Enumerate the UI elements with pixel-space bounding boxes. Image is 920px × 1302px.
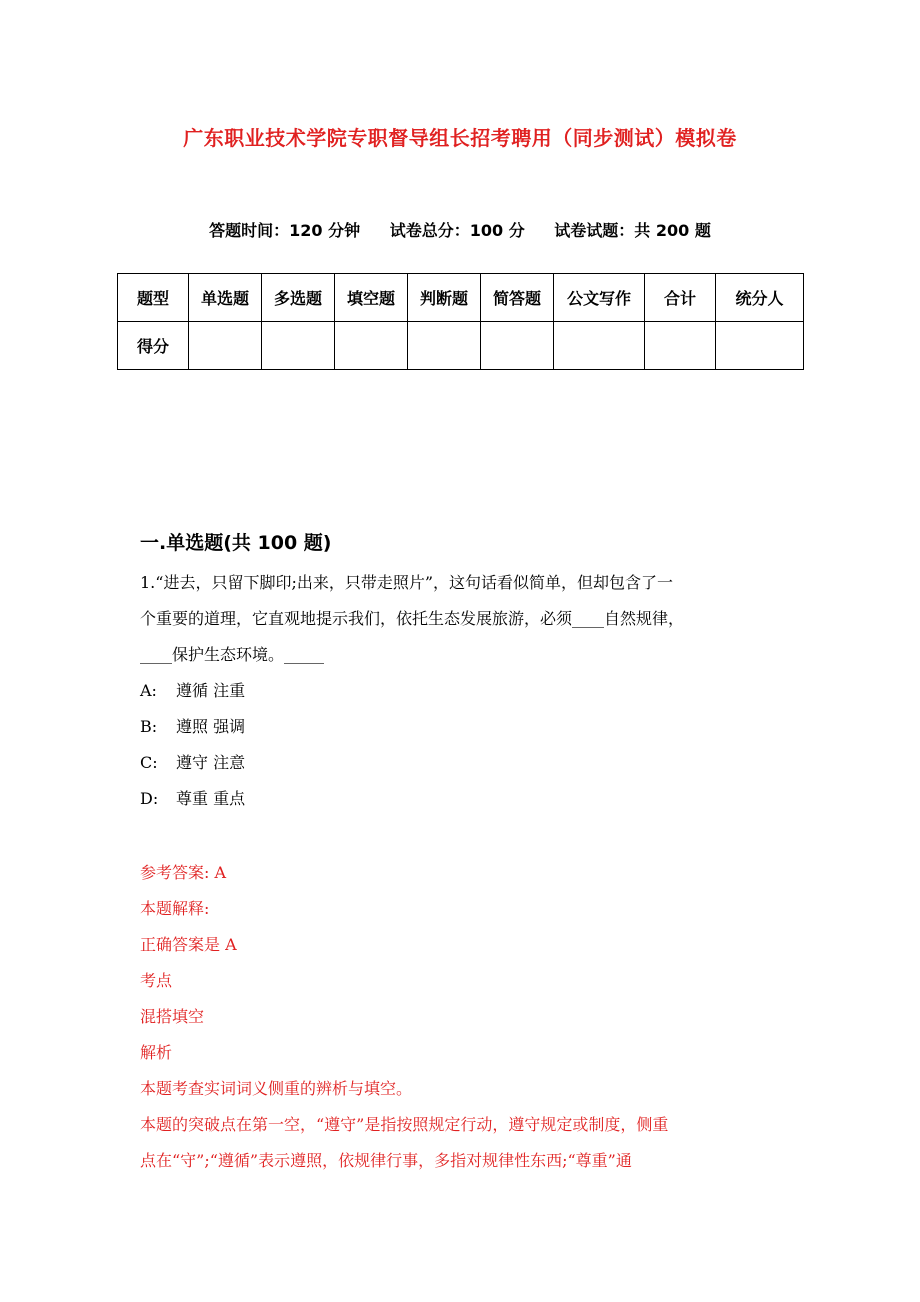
explain-label: 本题解释:: [140, 899, 210, 918]
score-table-header-cell: 多选题: [262, 274, 335, 322]
score-table-header-cell: 题型: [118, 274, 189, 322]
option-b: [140, 709, 780, 745]
exam-total-score: 试卷总分：100 分: [389, 221, 525, 240]
analysis-line: 本题考查实词词义侧重的辨析与填空。: [140, 1079, 413, 1098]
correct-answer: 正确答案是 A: [140, 935, 237, 954]
option-text: 遵照 强调: [176, 717, 246, 736]
score-table-header-cell: 单选题: [189, 274, 262, 322]
score-cell: [481, 322, 554, 370]
section-title: 一.单选题(共 100 题): [140, 532, 332, 554]
analysis-line: 本题的突破点在第一空，“遵守”是指按照规定行动，遵守规定或制度，侧重: [140, 1115, 669, 1134]
question-block: [140, 565, 780, 817]
option-key: B:: [140, 717, 158, 736]
option-c: [140, 745, 780, 781]
option-text: 尊重 重点: [176, 789, 246, 808]
analysis-line: 点在“守”;“遵循”表示遵照，依规律行事，多指对规律性东西;“尊重”通: [140, 1151, 632, 1170]
score-table-header-cell: 公文写作: [554, 274, 645, 322]
score-table-header-cell: 合计: [645, 274, 716, 322]
exam-meta: [0, 218, 920, 241]
score-table-header-cell: 填空题: [335, 274, 408, 322]
exam-time: 答题时间：120 分钟: [209, 221, 361, 240]
score-row-label: 得分: [118, 322, 189, 370]
score-table-header-cell: 简答题: [481, 274, 554, 322]
score-cell: [189, 322, 262, 370]
option-d: [140, 781, 780, 817]
score-table-header-row: [118, 274, 804, 322]
question-line: 1.“进去，只留下脚印;出来，只带走照片”，这句话看似简单，但却包含了一: [140, 573, 674, 592]
answer-block: [140, 855, 780, 1179]
jiexi-label: 解析: [140, 1043, 173, 1062]
score-table: [117, 273, 804, 370]
option-text: 遵循 注重: [176, 681, 246, 700]
score-table-header-cell: 判断题: [408, 274, 481, 322]
score-cell: [716, 322, 804, 370]
score-cell: [335, 322, 408, 370]
exam-title: 广东职业技术学院专职督导组长招考聘用（同步测试）模拟卷: [183, 126, 737, 150]
option-key: C:: [140, 753, 158, 772]
score-table-header-cell: 统分人: [716, 274, 804, 322]
exam-total-questions: 试卷试题：共 200 题: [554, 221, 711, 240]
kaodian-label: 考点: [140, 971, 173, 990]
kaodian-text: 混搭填空: [140, 1007, 205, 1026]
option-a: [140, 673, 780, 709]
reference-answer: 参考答案: A: [140, 863, 227, 882]
score-cell: [554, 322, 645, 370]
question-line: ____保护生态环境。_____: [140, 645, 325, 664]
question-line: 个重要的道理，它直观地提示我们，依托生态发展旅游，必须____自然规律，: [140, 609, 685, 628]
score-cell: [408, 322, 481, 370]
score-cell: [645, 322, 716, 370]
option-text: 遵守 注意: [176, 753, 246, 772]
score-table-score-row: [118, 322, 804, 370]
score-cell: [262, 322, 335, 370]
option-key: A:: [140, 681, 157, 700]
option-key: D:: [140, 789, 159, 808]
